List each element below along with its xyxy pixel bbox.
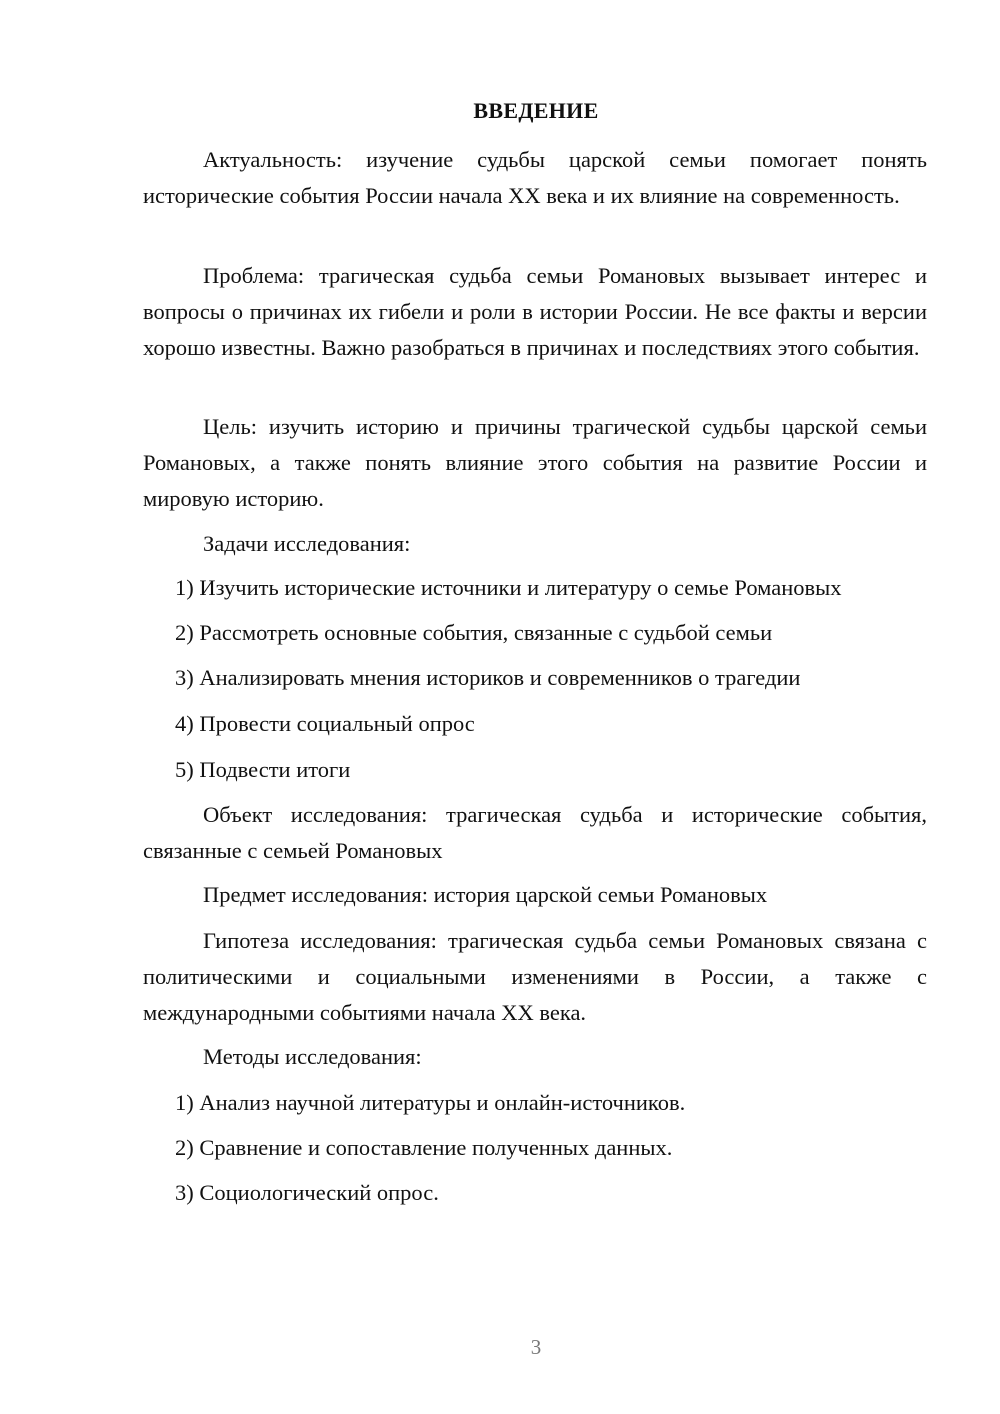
task-item: 5) Подвести итоги [175,757,351,782]
methods-heading: Методы исследования: [203,1044,422,1069]
task-item: 2) Рассмотреть основные события, связанные с судьбой семьи [175,620,773,645]
page-number: 3 [530,1335,542,1359]
hypothesis-paragraph: Гипотеза исследования: трагическая судьба семьи Романовых связана с политическими и социальными изменениями в России, а также с международными событиями начала XX века. [143,928,927,1025]
object-paragraph: Объект исследования: трагическая судьба и исторические события, связанные с семьей Романовых [143,802,927,863]
page-title: ВВЕДЕНИЕ [473,98,599,123]
task-item: 4) Провести социальный опрос [175,711,475,736]
method-item: 3) Социологический опрос. [175,1180,439,1205]
method-item: 1) Анализ научной литературы и онлайн-источников. [175,1090,686,1115]
task-item: 3) Анализировать мнения историков и современников о трагедии [175,665,801,690]
tasks-heading: Задачи исследования: [203,531,411,556]
relevance-paragraph: Актуальность: изучение судьбы царской семьи помогает понять исторические события России начала XX века и их влияние на современность. [143,147,927,208]
problem-paragraph: Проблема: трагическая судьба семьи Романовых вызывает интерес и вопросы о причинах их гибели и роли в истории России. Не все факты и версии хорошо известны. Важно разобраться в причинах и последствиях этого события. [143,263,927,360]
task-item: 1) Изучить исторические источники и литературу о семье Романовых [175,575,842,600]
goal-paragraph: Цель: изучить историю и причины трагической судьбы царской семьи Романовых, а также понять влияние этого события на развитие России и мировую историю. [143,414,927,511]
subject-paragraph: Предмет исследования: история царской семьи Романовых [203,882,768,907]
method-item: 2) Сравнение и сопоставление полученных данных. [175,1135,673,1160]
